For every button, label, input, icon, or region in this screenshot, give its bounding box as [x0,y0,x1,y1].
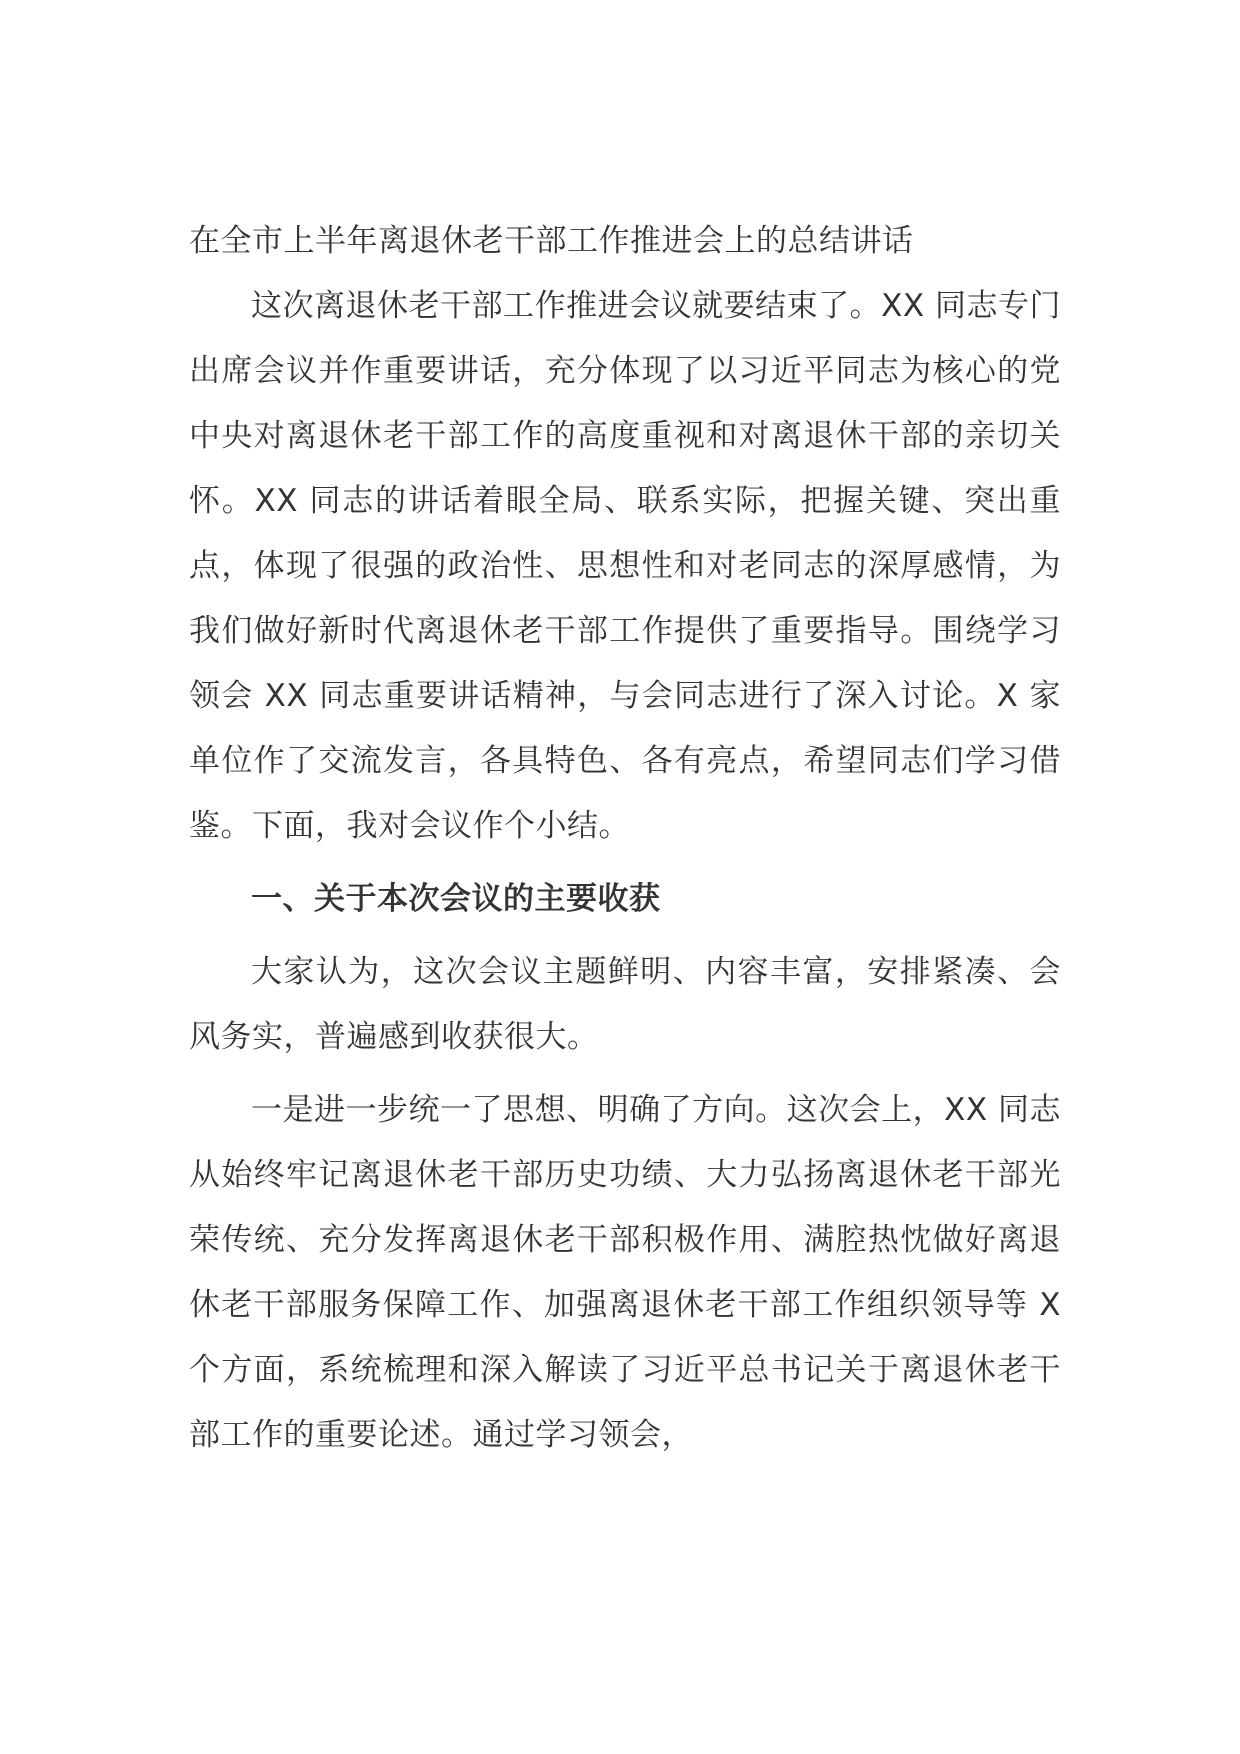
document-body [189,210,1061,1476]
section-heading: 一、关于本次会议的主要收获 [251,881,661,917]
intro-paragraph: 这次离退休老干部工作推进会议就要结束了。XX 同志专门出席会议并作重要讲话，充分体现了以习近平同志为核心的党中央对离退休老干部工作的高度重视和对离退休干部的亲切关怀。XX 同志的讲话着眼全局、联系实际，把握关键、突出重点，体现了很强的政治性、思想性和对老同志的深厚感情，为我们做好新时代离退休老干部工作提供了重要指导。围绕学习领会 XX 同志重要讲话精神，与会同志进行了深入讨论。X 家单位作了交流发言，各具特色、各有亮点，希望同志们学习借鉴。下面，我对会议作个小结。 [189,288,1061,844]
document-title: 在全市上半年离退休老干部工作推进会上的总结讲话 [189,223,914,259]
section-paragraph-1: 大家认为，这次会议主题鲜明、内容丰富，安排紧凑、会风务实，普遍感到收获很大。 [189,954,1061,1055]
section-paragraph-2: 一是进一步统一了思想、明确了方向。这次会上，XX 同志从始终牢记离退休老干部历史功绩、大力弘扬离退休老干部光荣传统、充分发挥离退休老干部积极作用、满腔热忱做好离退休老干部服务保障工作、加强离退休老干部工作组织领导等 X 个方面，系统梳理和深入解读了习近平总书记关于离退休老干部工作的重要论述。通过学习领会， [189,1092,1061,1453]
